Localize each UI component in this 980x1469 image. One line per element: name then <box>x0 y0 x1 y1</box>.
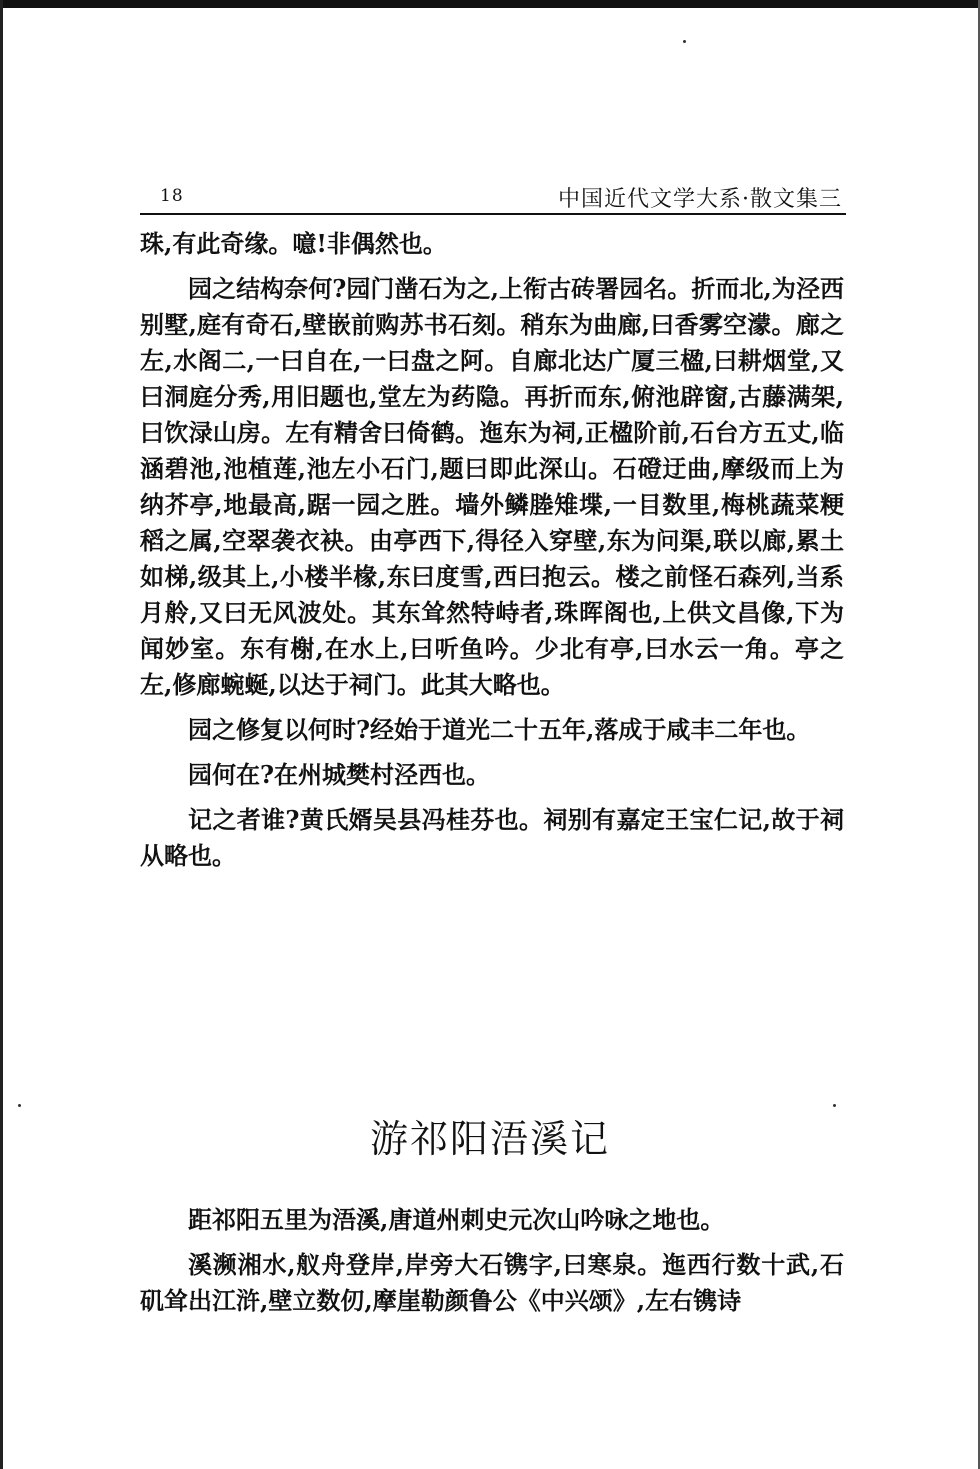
header-rule <box>140 213 846 215</box>
page-top-border <box>0 0 980 8</box>
article-title: 游祁阳浯溪记 <box>369 1117 610 1161</box>
paragraph: 记之者谁?黄氏婿吴县冯桂芬也。祠别有嘉定王宝仁记,故于祠从略也。 <box>140 805 844 870</box>
section-1-body <box>140 226 844 883</box>
section-2-body <box>140 1202 844 1328</box>
scan-speck <box>18 1104 21 1107</box>
scan-speck <box>833 1104 836 1107</box>
paragraph: 珠,有此奇缘。噫!非偶然也。 <box>140 229 447 258</box>
paragraph: 距祁阳五里为浯溪,唐道州刺史元次山吟咏之地也。 <box>188 1205 725 1234</box>
paragraph: 园何在?在州城樊村泾西也。 <box>188 760 491 789</box>
paragraph: 园之结构奈何?园门凿石为之,上衔古砖署园名。折而北,为泾西别墅,庭有奇石,壁嵌前购苏书石刻。稍东为曲廊,曰香雾空濛。廊之左,水阁二,一曰自在,一曰盘之阿。自廊北达广厦三楹,曰耕烟堂,又曰洞庭分秀,用旧题也,堂左为药隐。再折而东,俯池辟窗,古藤满架,曰饮渌山房。左有精舍曰倚鹤。迤东为祠,正楹阶前,石台方五丈,临涵碧池,池植莲,池左小石门,题曰即此深山。石磴迂曲,摩级而上为纳芥亭,地最高,踞一园之胜。墙外鳞塍雉堞,一目数里,梅桃蔬菜粳稻之属,空翠袭衣袂。由亭西下,得径入穿壁,东为问渠,联以廊,累土如梯,级其上,小楼半椽,东曰度雪,西曰抱云。楼之前怪石森列,当系月舲,又曰无风波处。其东耸然特峙者,珠晖阁也,上供文昌像,下为闻妙室。东有榭,在水上,曰听鱼吟。少北有亭,曰水云一角。亭之左,修廊蜿蜒,以达于祠门。此其大略也。 <box>140 274 844 699</box>
page-number: 18 <box>160 186 184 206</box>
scan-speck <box>683 40 686 43</box>
page-left-edge <box>0 0 3 1469</box>
running-header: 中国近代文学大系·散文集三 <box>558 187 842 212</box>
paragraph: 园之修复以何时?经始于道光二十五年,落成于咸丰二年也。 <box>188 715 811 744</box>
paragraph: 溪濒湘水,舣舟登岸,岸旁大石镌字,曰寒泉。迤西行数十武,石矶耸出江浒,壁立数仞,摩崖勒颜鲁公《中兴颂》,左右镌诗 <box>140 1250 844 1315</box>
